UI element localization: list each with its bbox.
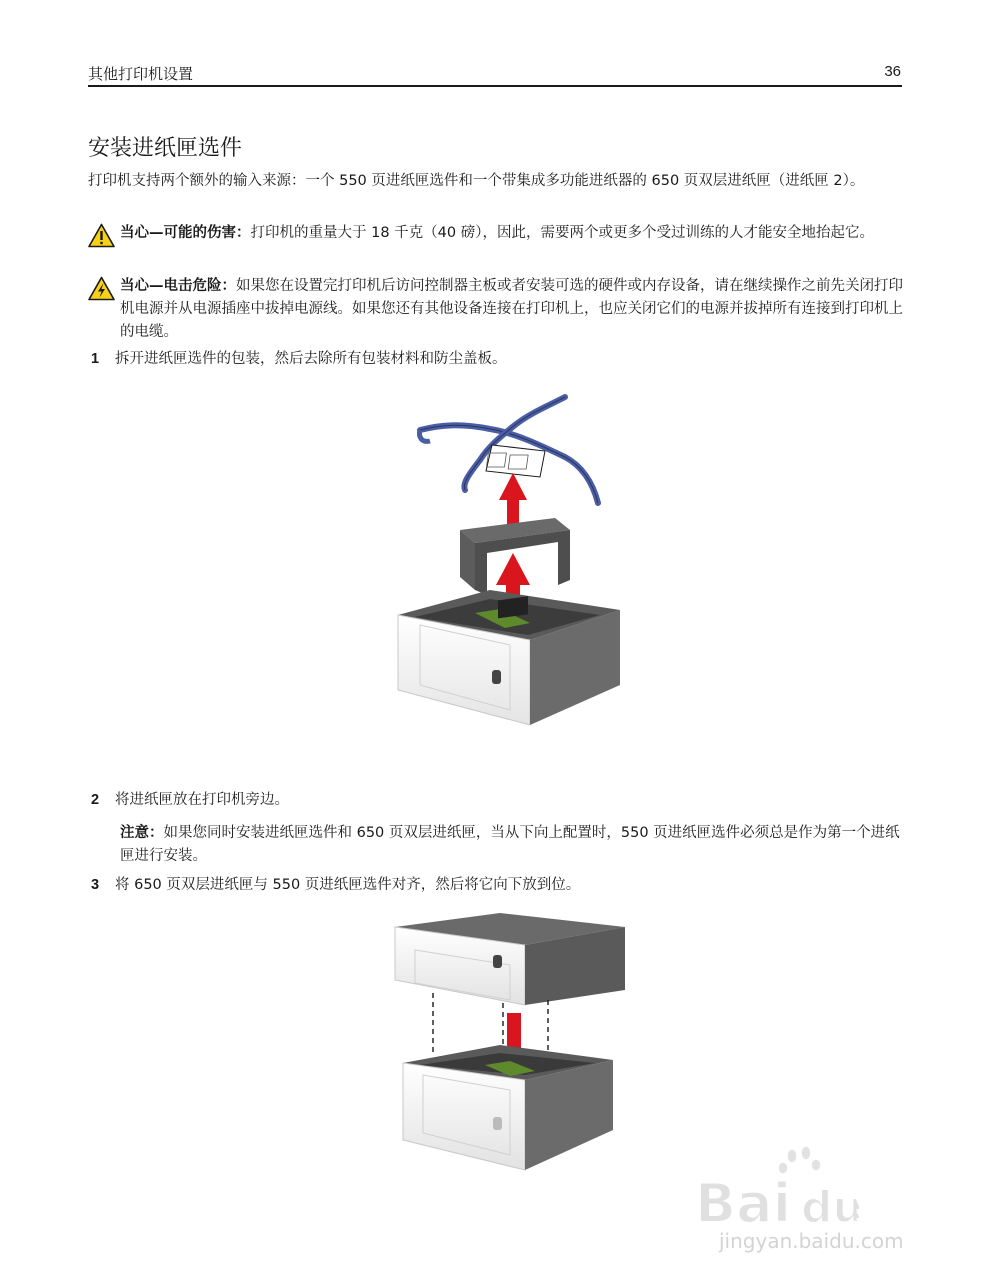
step-number: 2	[91, 792, 100, 808]
header-divider	[88, 85, 902, 87]
running-header-title: 其他打印机设置	[88, 65, 194, 83]
step-text: 拆开进纸匣选件的包装，然后去除所有包装材料和防尘盖板。	[115, 351, 507, 367]
caution-label: 当心—电击危险：	[120, 278, 236, 294]
watermark-url: jingyan.baidu.com	[719, 1229, 904, 1253]
unpack-tray-illustration	[380, 385, 630, 755]
electric-shock-warning-icon	[88, 276, 115, 301]
intro-paragraph: 打印机支持两个额外的输入来源：一个 550 页进纸匣选件和一个带集成多功能进纸器的 650 页双层进纸匣（进纸匣 2）。	[88, 173, 865, 189]
watermark-brand: Bai	[695, 1172, 792, 1235]
paw-toe-mark	[811, 1159, 821, 1171]
section-title: 安装进纸匣选件	[88, 136, 243, 161]
note-text: 如果您同时安装进纸匣选件和 650 页双层进纸匣，当从下向上配置时，550 页进纸匣选件必须总是作为第一个进纸匣进行安装。	[120, 825, 900, 864]
warning-triangle-icon	[88, 223, 115, 248]
caution-text: 打印机的重量大于 18 千克（40 磅），因此，需要两个或更多个受过训练的人才能安全地抬起它。	[250, 225, 874, 241]
note	[120, 822, 904, 868]
watermark-product: 经验	[857, 1186, 937, 1232]
caution-injury	[88, 222, 904, 245]
paw-toe-mark	[801, 1146, 811, 1160]
note-label: 注意：	[120, 825, 164, 841]
step-text: 将 650 页双层进纸匣与 550 页进纸匣选件对齐，然后将它向下放到位。	[115, 877, 581, 893]
step-number: 1	[91, 351, 100, 367]
step-number: 3	[91, 877, 100, 893]
step-3	[88, 874, 904, 897]
step-text: 将进纸匣放在打印机旁边。	[115, 792, 289, 808]
step-2	[88, 789, 904, 812]
baidu-jingyan-watermark	[689, 1146, 949, 1256]
align-trays-illustration	[385, 905, 635, 1180]
caution-shock	[88, 275, 904, 344]
page-number: 36	[884, 63, 901, 80]
paw-toe-mark	[787, 1149, 797, 1163]
watermark-brand-du: du	[801, 1182, 864, 1233]
caution-label: 当心—可能的伤害：	[120, 225, 251, 241]
caution-text: 如果您在设置完打印机后访问控制器主板或者安装可选的硬件或内存设备，请在继续操作之前先关闭打印机电源并从电源插座中拔掉电源线。如果您还有其他设备连接在打印机上，也应关闭它们的电源并拔掉所有连接到打印机上的电缆。	[120, 278, 903, 340]
step-1	[88, 348, 904, 371]
